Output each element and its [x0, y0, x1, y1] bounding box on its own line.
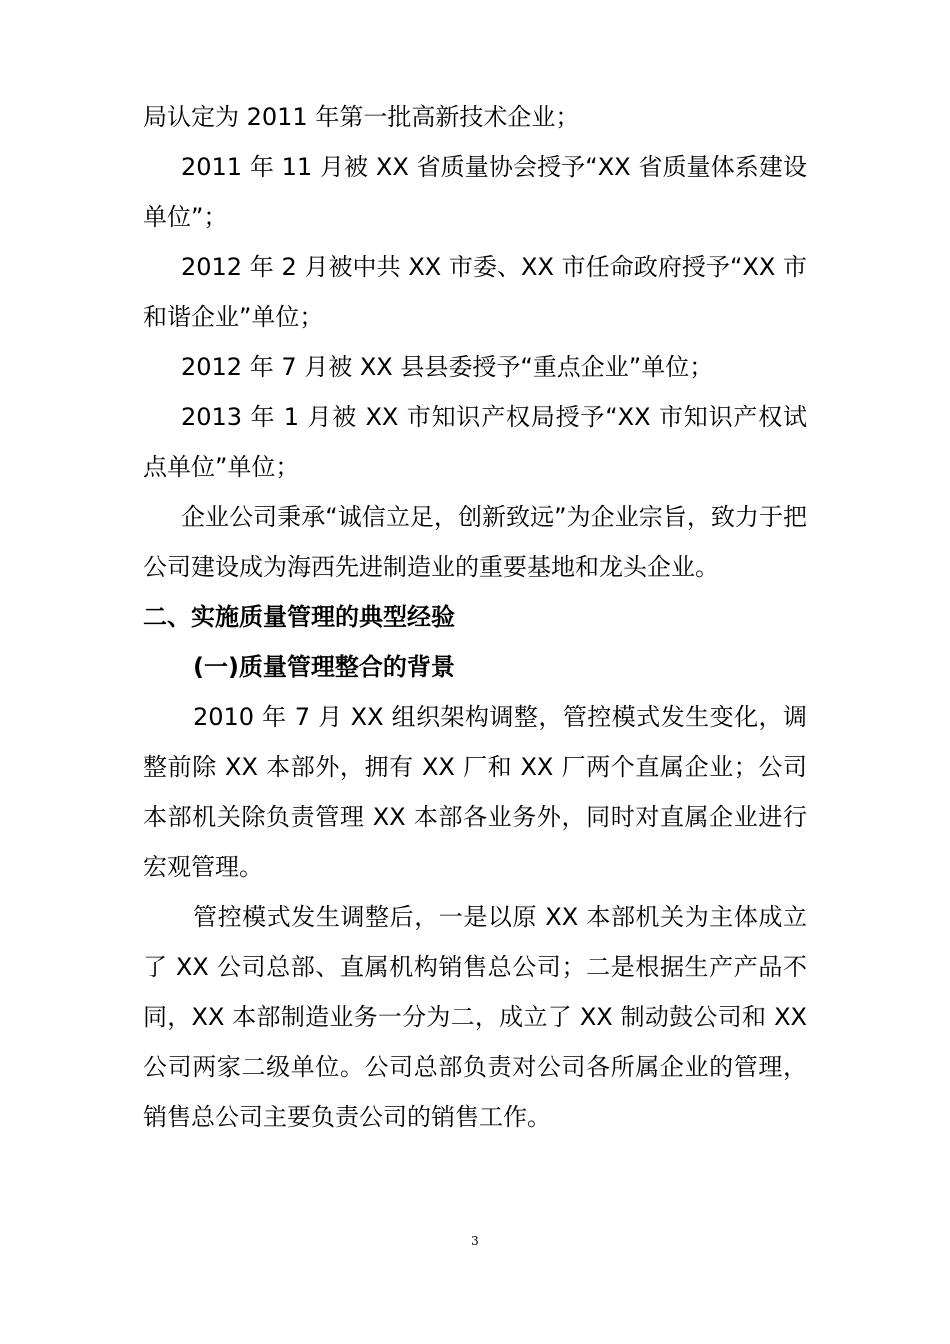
paragraph-award-2011: 2011 年 11 月被 XX 省质量协会授予“XX 省质量体系建设单位”； — [143, 153, 807, 231]
body-text — [143, 92, 807, 1142]
paragraph-background-2: 管控模式发生调整后，一是以原 XX 本部机关为主体成立了 XX 公司总部、直属机构销售总公司；二是根据生产产品不同，XX 本部制造业务一分为二，成立了 XX 制动鼓公司和 XX 公司两家二级单位。公司总部负责对公司各所属企业的管理，销售总公司主要负责公司的销售工作。 — [143, 903, 807, 1131]
paragraph-award-2012-jul: 2012 年 7 月被 XX 县县委授予“重点企业”单位； — [181, 353, 714, 381]
paragraph-award-2012-feb: 2012 年 2 月被中共 XX 市委、XX 市任命政府授予“XX 市和谐企业”单位； — [143, 253, 807, 331]
section-heading: 二、实施质量管理的典型经验 — [143, 603, 455, 631]
paragraph-award-2013: 2013 年 1 月被 XX 市知识产权局授予“XX 市知识产权试点单位”单位； — [143, 403, 807, 481]
page-number: 3 — [471, 1234, 479, 1248]
paragraph-background-1: 2010 年 7 月 XX 组织架构调整，管控模式发生变化，调整前除 XX 本部外，拥有 XX 厂和 XX 厂两个直属企业；公司本部机关除负责管理 XX 本部各业务外，同时对直属企业进行宏观管理。 — [143, 703, 807, 881]
paragraph-mission: 企业公司秉承“诚信立足，创新致远”为企业宗旨，致力于把公司建设成为海西先进制造业的重要基地和龙头企业。 — [143, 503, 807, 581]
subsection-heading: (一)质量管理整合的背景 — [193, 653, 455, 681]
paragraph-continuation: 局认定为 2011 年第一批高新技术企业； — [143, 103, 580, 131]
